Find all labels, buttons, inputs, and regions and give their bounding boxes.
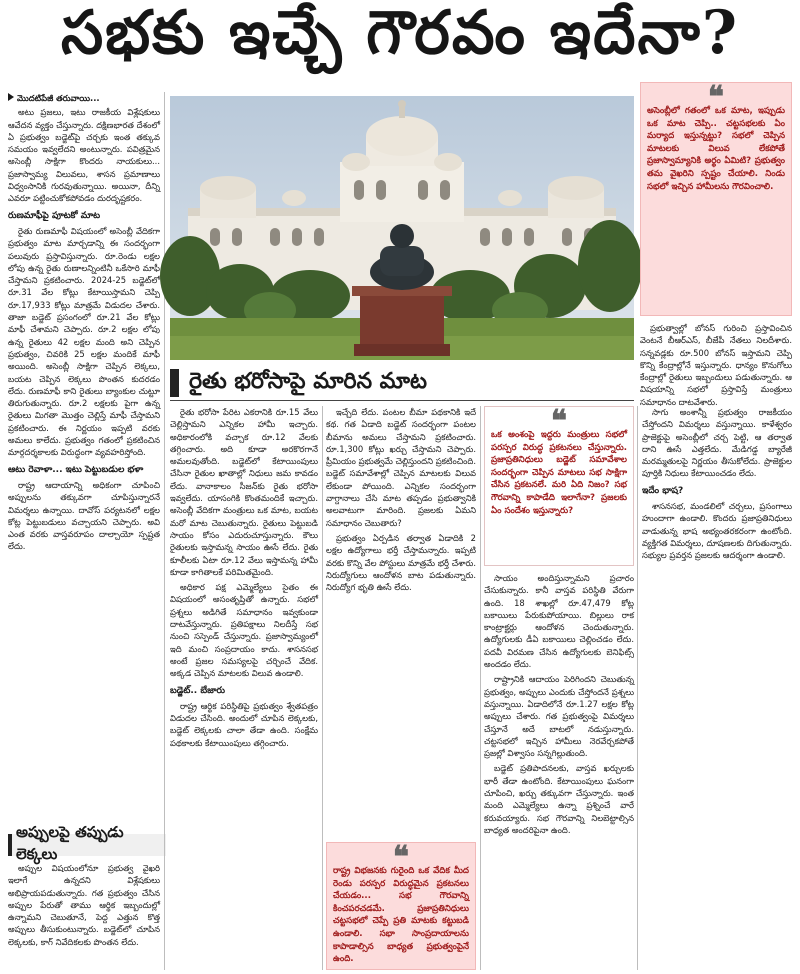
paragraph: రైతు రుణమాఫీ విషయంలో అసెంబ్లీ వేదికగా ప్రభుత్వం మాట మార్చడాన్ని ఈ సందర్భంగా పలువురు ప్రస్తావిస్తున్నారు. రూ.రెండు లక్షల లోపు ఉన్న రైతు రుణాలన్నింటినీ ఒకేసారి మాఫీ చేస్తామని ప్రకటించారు. 2024-25 బడ్జెట్‌లో రూ.31 వేల కోట్లు కేటాయిస్తామని చెప్పి రూ.17,933 కోట్లు మాత్రమే విడుదల చేశారు. తాజా బడ్జెట్ ప్రసంగంలో రూ.21 వేల కోట్లు మాఫీ చేశామని చెప్పారు. రూ.2 లక్షల లోపు ఉన్న రైతులు 42 లక్షల మంది అని చెప్పిన ప్రభుత్వం, చివరికి 25 లక్షల మందికే మాఫీ అయింది. అసెంబ్లీ సాక్షిగా చెప్పిన లెక్కలు, బయట చెప్పిన లెక్కలు పొంతన కుదరడం లేదు. రుణమాఫీ కాని రైతులు బ్యాంకుల చుట్టూ తిరుగుతున్నారు. రూ.2 లక్షలకు పైగా ఉన్న రైతులు మిగతా మొత్తం చెల్లిస్తే మాఫీ చేస్తామని ప్రకటించారు. ఈ నిర్ణయం ఇప్పటి వరకు అమలు కాలేదు. ప్రభుత్వం గతంలో ప్రకటించిన మార్గదర్శకాలకు విరుద్ధంగా వ్యవహరిస్తోంది.	[8, 225, 160, 458]
assembly-building-illustration	[170, 96, 634, 360]
column-4	[640, 322, 792, 407]
paragraph: ప్రభుత్వం ఏర్పడిన తర్వాత ఏడాదికి 2 లక్షల ఉద్యోగాలు భర్తీ చేస్తామన్నారు. ఇప్పటి వరకు కొన్ని వేల పోస్టులు మాత్రమే భర్తీ చేశారు. నిరుద్యోగులు ఆందోళన బాట పడుతున్నారు. నిరుద్యోగ భృతి ఊసే లేదు.	[326, 532, 476, 593]
column-3	[326, 406, 476, 826]
paragraph: అటు ప్రజలు, ఇటు రాజకీయ విశ్లేషకులు ఆవేదన వ్యక్తం చేస్తున్నారు. దక్షిణభారత దేశంలో ఏ ప్రభుత్వం బడ్జెట్‌పై చర్చకు ఇంత తక్కువ సమయం ఇవ్వలేదని అంటున్నారు. పవిత్రమైన అసెంబ్లీ సాక్షిగా కొందరు నాయకులు... ప్రజాస్వామ్య విలువలు, శాసన ప్రమాణాలు విధ్వంసానికి గురవుతున్నాయి. అయినా, దీన్ని ఎవరూ పట్టించుకోకపోవడం దురదృష్టకరం.	[8, 107, 160, 204]
column-1	[8, 92, 160, 828]
pull-quote-text: ఒక అంశంపై ఇద్దరు మంత్రులు సభలో పరస్పర విరుద్ధ ప్రకటనలు చేస్తున్నారు. ప్రజాప్రతినిధులు బడ్జెట్ సమావేశాల సందర్భంగా చెప్పిన మాటలు సభ సాక్షిగా చేసిన ప్రకటనలే. మరి ఏది నిజం? సభ గౌరవాన్ని కాపాడేది ఇలాగేనా? ప్రజలకు ఏం సందేశం ఇస్తున్నారు?	[491, 430, 627, 516]
assembly-photo	[170, 96, 634, 360]
column-divider	[322, 406, 323, 970]
paragraph: శాసనసభ, మండలిలో చర్చలు, ప్రసంగాలు హుందాగా ఉండాలి. కొందరు ప్రజాప్రతినిధులు వాడుతున్న భాష అభ్యంతరకరంగా ఉంటోంది. వ్యక్తిగత విమర్శలు, దూషణలకు దిగుతున్నారు. సభ్యుల ప్రవర్తన ప్రజలకు ఆదర్శంగా ఉండాలి.	[642, 501, 792, 561]
headline: సభకు ఇచ్చే గౌరవం ఇదేనా?	[61, 0, 739, 68]
paragraph: సాగు అంశాన్నీ ప్రభుత్వం రాజకీయం చేస్తోందని విమర్శలు వస్తున్నాయి. కాళేశ్వరం ప్రాజెక్టుపై అసెంబ్లీలో చర్చ పెట్టి, ఆ తర్వాత దాని ఊసే ఎత్తలేదు. మేడిగడ్డ బ్యారేజీ మరమ్మతులపై నిర్ణయం తీసుకోలేదు. ప్రాజెక్టుల పూర్తికి నిధులు కేటాయించడం లేదు.	[642, 407, 792, 479]
paragraph: రాష్ట్రానికి ఆదాయం పెరిగిందని చెబుతున్న ప్రభుత్వం, అప్పులు ఎందుకు చేస్తోందనే ప్రశ్నలు వస్తున్నాయి. ఏడాదిలోనే రూ.1.27 లక్షల కోట్ల అప్పులు చేశారు. గత ప్రభుత్వంపై విమర్శలు చేస్తూనే అదే బాటలో నడుస్తున్నారు. చట్టసభలో ఇచ్చిన హామీలు నెరవేర్చకపోతే ప్రజల్లో విశ్వాసం సన్నగిల్లుతుంది.	[484, 674, 634, 759]
kicker-text: మొదటిపేజీ తరువాయి...	[17, 93, 100, 103]
paragraph: సాయం అందిస్తున్నామని ప్రచారం చేసుకున్నారు. కానీ వాస్తవ పరిస్థితి వేరుగా ఉంది. 18 శాఖల్లో రూ.47,479 కోట్ల బకాయిలు పేరుకుపోయాయి. బిల్లులు రాక కాంట్రాక్టర్లు ఆందోళన చెందుతున్నారు. ఉద్యోగులకు డీఏ బకాయిలు చెల్లించడం లేదు. పదవీ విరమణ చేసిన ఉద్యోగులకు బెనిఫిట్స్ అందడం లేదు.	[484, 573, 634, 670]
subheading: ఇదేం భాష?	[642, 485, 684, 496]
banner-title: రైతు భరోసాపై మారిన మాట	[189, 367, 428, 394]
pull-quote	[640, 82, 792, 316]
column-divider	[637, 406, 638, 970]
paragraph: ఇచ్చేది లేదు. పంటల బీమా పథకానికి ఇదే కథ. గత ఏడాది బడ్జెట్ సందర్భంగా పంటల బీమాను అమలు చేస్తామని ప్రకటించారు. రూ.1,300 కోట్లు ఖర్చు చేస్తామని చెప్పారు. ప్రీమియం ప్రభుత్వమే చెల్లిస్తుందని ప్రకటించింది. బడ్జెట్ సమావేశాల్లో చెప్పిన మాటలకు విలువ లేకుండా పోయింది. ఎన్నికల సందర్భంగా వాగ్దానాలు చేసి మాట తప్పడం ప్రభుత్వానికి అలవాటుగా మారింది. ప్రజలకు ఏమని సమాధానం చెబుతారు?	[326, 407, 476, 528]
column-2	[170, 406, 318, 970]
subheading: రుణమాఫీపై పూటకో మాట	[8, 210, 101, 221]
banner-bar-icon	[170, 369, 179, 397]
column-1-bottom	[8, 862, 160, 970]
subheading: ఆటు రెవాళా... ఇటు పెట్టుబడుల భళా	[8, 464, 144, 475]
paragraph: అధికార పక్ష ఎమ్మెల్యేలు సైతం ఈ విషయంలో అసంతృప్తితో ఉన్నారు. సభలో ప్రశ్నలు అడిగితే సమాధానం ఇవ్వకుండా దాటవేస్తున్నారు. ప్రతిపక్షాలు నిలదీస్తే సభ నుంచి సస్పెండ్ చేస్తున్నారు. ప్రజాస్వామ్యంలో ఇది మంచి సంప్రదాయం కాదు. శాసనసభ అంటే ప్రజల సమస్యలపై చర్చించే వేదిక. అక్కడ చెప్పిన మాటలకు విలువ ఉండాలి.	[170, 582, 318, 679]
pull-quote	[484, 406, 634, 566]
paragraph: రైతు భరోసా పేరిట ఎకరానికి రూ.15 వేలు చెల్లిస్తామని ఎన్నికల హామీ ఇచ్చారు. అధికారంలోకి వచ్చాక రూ.12 వేలకు తగ్గించారు. అది కూడా అరకొరగానే అమలవుతోంది. బడ్జెట్‌లో కేటాయింపులు చేసినా రైతుల ఖాతాల్లో నిధులు జమ కావడం లేదు. వానాకాలం సీజన్‌కు రైతు భరోసా ఇవ్వలేదు. యాసంగికి కొంతమందికే ఇచ్చారు. అసెంబ్లీ వేదికగా మంత్రులు ఒక మాట, బయట మరో మాట చెబుతున్నారు. రైతులు పెట్టుబడి సాయం కోసం ఎదురుచూస్తున్నారు. కౌలు రైతులకు ఇస్తామన్న సాయం ఊసే లేదు. రైతు కూలీలకు ఏటా రూ.12 వేలు ఇస్తామన్న హామీ కూడా కాగితాలకే పరిమితమైంది.	[170, 407, 318, 577]
paragraph: రాష్ట్ర ఆదాయాన్ని అధికంగా చూపించి అప్పులను తక్కువగా చూపిస్తున్నారనే విమర్శలు ఉన్నాయి. దావోస్ పర్యటనలో లక్షల కోట్ల పెట్టుబడులు వచ్చాయని చెప్పారు. అవి ఎంత వరకు వాస్తవరూపం దాల్చాయో స్పష్టత లేదు.	[8, 479, 160, 552]
arrow-icon	[8, 93, 14, 101]
kicker	[8, 92, 160, 104]
quote-icon: ❝	[392, 840, 410, 875]
pull-quote	[326, 842, 476, 970]
section-banner	[170, 366, 634, 401]
pull-quote-text: రాష్ట్ర విభజనకు గురైంది ఒక వేదిక మీద రెండు పరస్పర విరుద్ధమైన ప్రకటనలు చేయడం... సభ గౌరవాన్ని కించపరచడమే. ప్రజాప్రతినిధులు చట్టసభలో చెప్పే ప్రతి మాటకు కట్టుబడి ఉండాలి. సభా సాంప్రదాయాలను కాపాడాల్సిన బాధ్యత ప్రభుత్వంపైనే ఉంది.	[333, 866, 469, 965]
subheading: బడ్జెట్.. బేజారు	[170, 685, 225, 696]
column-divider	[480, 406, 481, 970]
paragraph: ప్రభుత్వాల్లో బోనస్ గురించి ప్రస్తావించిన వెంటనే బీఆర్ఎస్, బీజేపీ నేతలు నిలదీశారు. సన్నవడ్లకు రూ.500 బోనస్ ఇస్తామని చెప్పి కొన్ని కేంద్రాల్లోనే ఇస్తున్నారు. ధాన్యం కొనుగోలు కేంద్రాల్లో రైతులు ఇబ్బందులు పడుతున్నారు. ఆ విషయాన్ని సభలో ప్రస్తావిస్తే మంత్రులు సమాధానం దాటవేశారు.	[640, 323, 792, 407]
column-4-lower	[484, 572, 634, 970]
debt-heading: అప్పులపై తప్పుడు లెక్కలు	[8, 834, 166, 856]
paragraph: రాష్ట్ర ఆర్థిక పరిస్థితిపై ప్రభుత్వం శ్వేతపత్రం విడుదల చేసింది. అందులో చూపిన లెక్కలకు, బడ్జెట్ లెక్కలకు చాలా తేడా ఉంది. సంక్షేమ పథకాలకు కేటాయింపులు తగ్గించారు.	[170, 700, 318, 748]
quote-icon: ❝	[550, 404, 568, 439]
column-divider	[164, 92, 165, 970]
column-5	[642, 406, 792, 970]
paragraph: అప్పుల విషయంలోనూ ప్రభుత్వ వైఖరి ఇలాగే ఉన్నదని విశ్లేషకులు అభిప్రాయపడుతున్నారు. గత ప్రభుత్వం చేసిన అప్పుల పేరుతో తాము ఆర్థిక ఇబ్బందుల్లో ఉన్నామని చెబుతూనే, పెద్ద ఎత్తున కొత్త అప్పులు తీసుకుంటున్నారు. బడ్జెట్‌లో చూపిన లెక్కలకు, కాగ్ నివేదికలకు పొంతన లేదు.	[8, 863, 160, 947]
pull-quote-text: అసెంబ్లీలో గతంలో ఒక మాట, ఇప్పుడు ఒక మాట చెప్పి.. చట్టసభలకు ఏం మర్యాద ఇస్తున్నట్టు? సభలో చెప్పిన మాటలకు విలువ లేకపోతే ప్రజాస్వామ్యానికి అర్థం ఏమిటి? ప్రభుత్వం తమ వైఖరిని స్పష్టం చేయాలి. నిండు సభలో ఇచ్చిన హామీలను గౌరవించాలి.	[647, 106, 785, 192]
quote-icon: ❝	[707, 80, 725, 115]
paragraph: బడ్జెట్ ప్రతిపాదనలకు, వాస్తవ ఖర్చులకు భారీ తేడా ఉంటోంది. కేటాయింపులు ఘనంగా చూపించి, ఖర్చు తక్కువగా చేస్తున్నారు. ఇంత మంది ఎమ్మెల్యేలు ఉన్నా ప్రశ్నించే వారే కరువయ్యారు. సభ గౌరవాన్ని నిలబెట్టాల్సిన బాధ్యత అందరిపైనా ఉంది.	[484, 763, 634, 835]
